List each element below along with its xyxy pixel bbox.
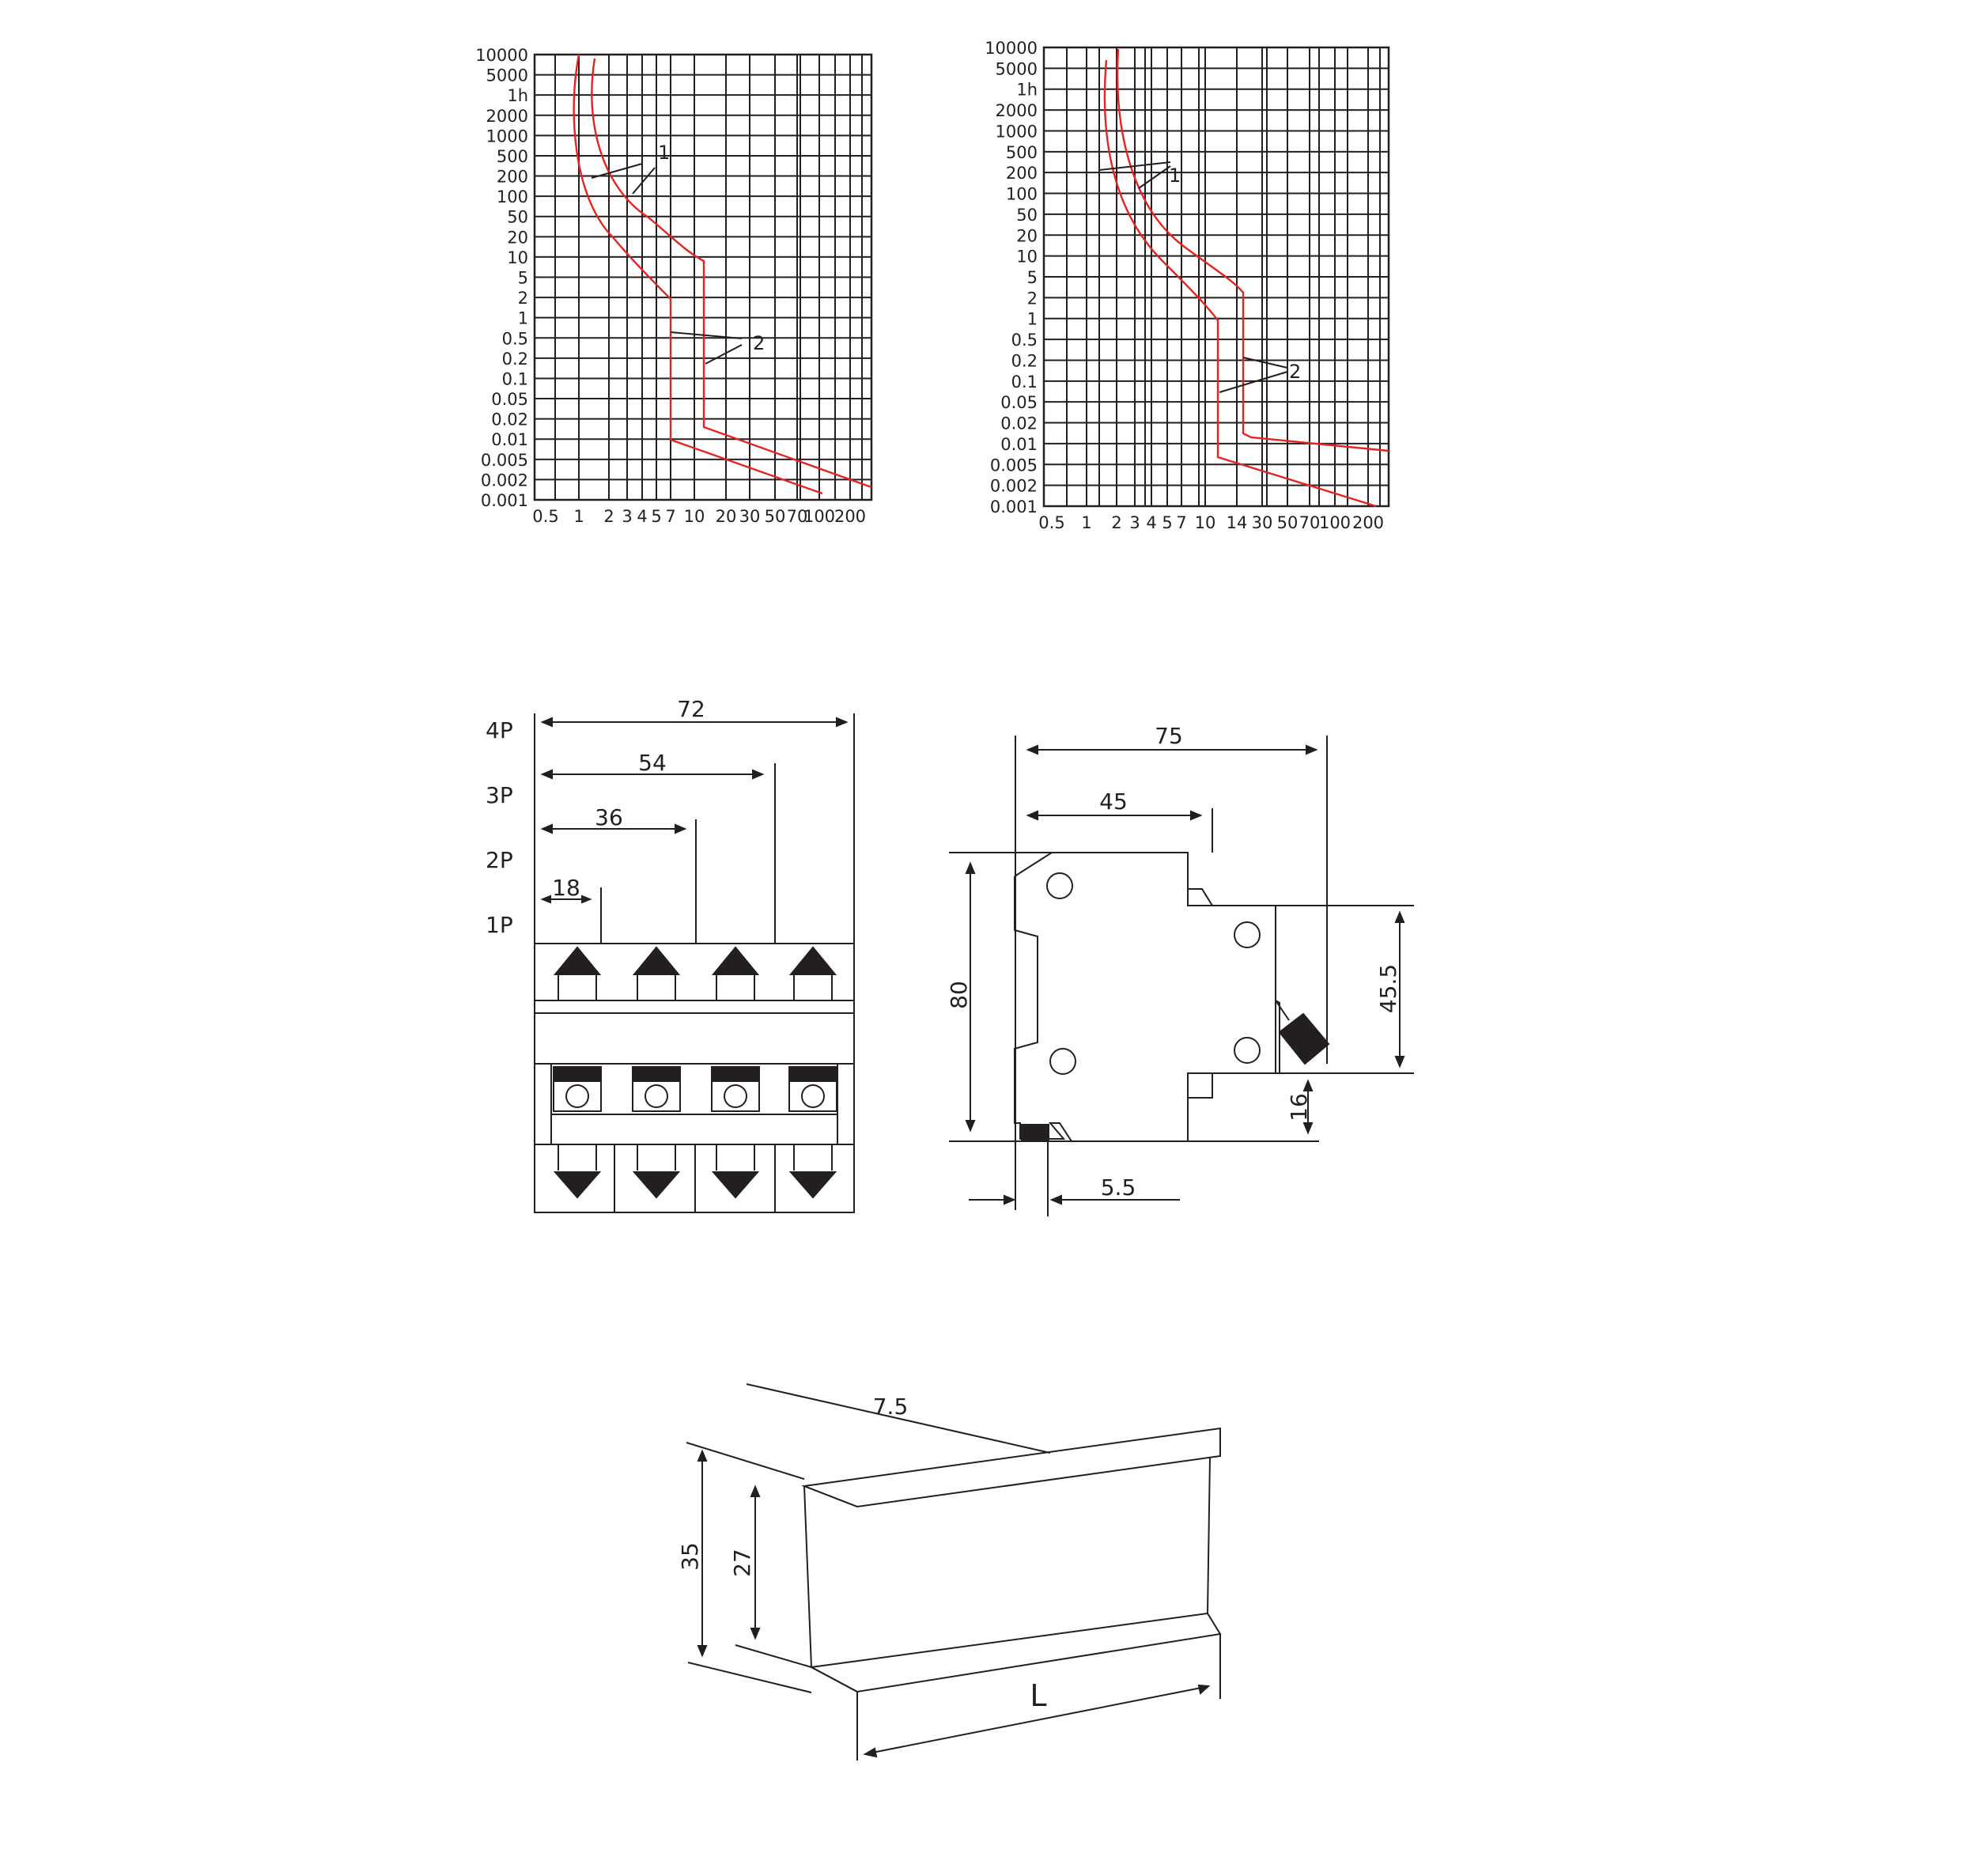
dim-width-4p xyxy=(542,696,846,726)
pole-label-2p: 2P xyxy=(486,847,513,873)
chart-2-grid xyxy=(1044,47,1389,506)
y-tick-label: 0.5 xyxy=(501,329,528,349)
dim-front-depth xyxy=(1028,789,1200,819)
dim-width-3p-value: 54 xyxy=(638,750,667,776)
tripping-curve-chart-1 xyxy=(475,46,871,526)
y-tick-label: 5 xyxy=(517,268,528,288)
y-tick-label: 200 xyxy=(496,167,528,187)
y-tick-label: 0.002 xyxy=(480,471,528,490)
dim-rail-inner-value: 27 xyxy=(729,1549,755,1577)
y-tick-label: 2 xyxy=(1026,289,1038,308)
x-tick-label: 1 xyxy=(573,507,584,526)
dim-height-value: 80 xyxy=(946,981,972,1009)
chart-1-curve-label-2 xyxy=(671,332,765,364)
x-tick-label: 7 xyxy=(665,507,676,526)
x-tick-label: 0.5 xyxy=(1038,513,1065,532)
x-tick-label: 1 xyxy=(1081,513,1092,532)
x-tick-label: 0.5 xyxy=(532,507,559,526)
dim-rail-length-value: L xyxy=(1030,1678,1047,1713)
y-tick-label: 5000 xyxy=(486,66,528,85)
x-tick-label: 5 xyxy=(1162,513,1173,532)
y-tick-label: 500 xyxy=(1005,142,1038,162)
y-tick-label: 0.02 xyxy=(1000,414,1038,433)
dim-foot xyxy=(1286,1081,1312,1133)
x-tick-label: 70 xyxy=(786,507,808,526)
dim-front-height-value: 45.5 xyxy=(1375,963,1401,1014)
y-tick-label: 0.2 xyxy=(501,349,528,369)
y-tick-label: 10000 xyxy=(475,46,528,65)
x-tick-label: 7 xyxy=(1176,513,1187,532)
chart-1-curves xyxy=(574,55,871,494)
x-tick-label: 2 xyxy=(1111,513,1122,532)
x-tick-label: 3 xyxy=(622,507,633,526)
dim-width-1p-value: 18 xyxy=(552,875,580,901)
screw-bottom-right xyxy=(1234,1038,1260,1063)
breaker-front-view xyxy=(486,696,854,1212)
y-tick-label: 0.5 xyxy=(1011,331,1038,350)
x-tick-label: 100 xyxy=(803,507,836,526)
chart-2-label-2: 2 xyxy=(1289,361,1302,383)
pole-label-3p: 3P xyxy=(486,782,513,808)
dim-width-1p xyxy=(542,875,590,902)
y-tick-label: 5 xyxy=(1026,268,1038,287)
y-tick-label: 50 xyxy=(1016,205,1038,225)
chart-1-x-tick-labels xyxy=(532,507,866,526)
dim-thickness xyxy=(747,1384,1050,1453)
chart-2-label-1: 1 xyxy=(1169,165,1181,187)
dim-rail-inner xyxy=(729,1487,811,1667)
side-body-outline xyxy=(1015,853,1276,1141)
chart-1-label-1: 1 xyxy=(658,142,671,164)
y-tick-label: 2000 xyxy=(995,101,1038,121)
y-tick-label: 0.002 xyxy=(989,476,1038,496)
y-tick-label: 10 xyxy=(507,248,528,267)
dim-thickness-value: 7.5 xyxy=(872,1394,909,1420)
x-tick-label: 50 xyxy=(764,507,786,526)
dim-front-height xyxy=(1375,913,1404,1066)
chart-1-curve-upper xyxy=(592,59,871,487)
top-terminals xyxy=(555,947,835,1000)
dim-width-2p-value: 36 xyxy=(595,804,623,830)
x-tick-label: 30 xyxy=(1251,513,1273,532)
y-tick-label: 1h xyxy=(1016,80,1038,100)
y-tick-label: 1 xyxy=(517,308,528,328)
y-tick-label: 0.05 xyxy=(491,390,528,410)
dim-width-2p xyxy=(542,804,685,833)
y-tick-label: 0.02 xyxy=(491,410,528,429)
x-tick-label: 50 xyxy=(1276,513,1299,532)
chart-1-curve-lower xyxy=(574,55,822,494)
dim-front-depth-value: 45 xyxy=(1099,789,1128,815)
x-tick-label: 30 xyxy=(739,507,761,526)
y-tick-label: 0.2 xyxy=(1011,351,1038,371)
y-tick-label: 10000 xyxy=(985,39,1038,58)
y-tick-label: 2000 xyxy=(486,106,528,126)
screw-top-right xyxy=(1234,922,1260,947)
y-tick-label: 20 xyxy=(507,228,528,248)
dim-rail-height-value: 35 xyxy=(677,1542,703,1571)
dim-rail xyxy=(969,1141,1180,1216)
din-rail-drawing xyxy=(677,1384,1220,1761)
y-tick-label: 500 xyxy=(496,146,528,166)
x-tick-label: 70 xyxy=(1299,513,1321,532)
x-tick-label: 3 xyxy=(1129,513,1140,532)
y-tick-label: 1h xyxy=(507,86,528,106)
y-tick-label: 1000 xyxy=(486,127,528,146)
dim-rail-length xyxy=(865,1678,1208,1757)
din-clip xyxy=(1022,1125,1049,1140)
y-tick-label: 0.001 xyxy=(989,497,1038,516)
y-tick-label: 2 xyxy=(517,289,528,308)
y-tick-label: 1000 xyxy=(995,122,1038,142)
x-tick-label: 5 xyxy=(651,507,662,526)
x-tick-label: 2 xyxy=(603,507,614,526)
dim-depth xyxy=(1028,723,1316,754)
y-tick-label: 0.1 xyxy=(1011,372,1038,391)
dim-height xyxy=(946,864,974,1130)
pole-handles xyxy=(554,1067,837,1111)
y-tick-label: 0.1 xyxy=(501,369,528,389)
x-tick-label: 200 xyxy=(1351,513,1385,532)
chart-2-y-tick-labels xyxy=(985,39,1038,516)
y-tick-label: 20 xyxy=(1016,226,1038,246)
y-tick-label: 0.005 xyxy=(989,456,1038,475)
screw-top-left xyxy=(1047,873,1072,898)
chart-1-y-tick-labels xyxy=(475,46,528,510)
x-tick-label: 100 xyxy=(1318,513,1351,532)
tripping-curve-chart-2 xyxy=(985,39,1389,532)
y-tick-label: 50 xyxy=(507,207,528,227)
y-tick-label: 5000 xyxy=(995,59,1038,79)
pole-label-4p: 4P xyxy=(486,717,513,743)
y-tick-label: 1 xyxy=(1026,309,1038,329)
y-tick-label: 10 xyxy=(1016,247,1038,267)
x-tick-label: 200 xyxy=(834,507,867,526)
y-tick-label: 200 xyxy=(1005,164,1038,183)
toggle-handle xyxy=(1276,1000,1329,1072)
x-tick-label: 20 xyxy=(715,507,737,526)
dim-foot-value: 16 xyxy=(1286,1093,1312,1121)
chart-1-label-2: 2 xyxy=(753,332,766,354)
dim-width-3p xyxy=(542,750,762,778)
y-tick-label: 0.005 xyxy=(480,450,528,470)
chart-2-curve-label-2 xyxy=(1219,357,1301,392)
screw-bottom-left xyxy=(1050,1049,1076,1074)
x-tick-label: 14 xyxy=(1226,513,1248,532)
pole-label-1p: 1P xyxy=(486,912,513,938)
y-tick-label: 100 xyxy=(496,187,528,207)
y-tick-label: 0.05 xyxy=(1000,393,1038,413)
dim-rail-value: 5.5 xyxy=(1100,1174,1136,1201)
x-tick-label: 4 xyxy=(637,507,648,526)
y-tick-label: 0.01 xyxy=(1000,434,1038,454)
dim-width-4p-value: 72 xyxy=(677,696,705,722)
x-tick-label: 10 xyxy=(683,507,705,526)
y-tick-label: 100 xyxy=(1005,184,1038,204)
chart-2-x-tick-labels xyxy=(1038,513,1384,532)
dim-depth-value: 75 xyxy=(1155,723,1183,749)
chart-1-curve-label-1 xyxy=(592,142,670,194)
y-tick-label: 0.001 xyxy=(480,491,528,510)
x-tick-label: 10 xyxy=(1194,513,1216,532)
y-tick-label: 0.01 xyxy=(491,430,528,450)
x-tick-label: 4 xyxy=(1146,513,1157,532)
breaker-side-view xyxy=(946,723,1414,1216)
